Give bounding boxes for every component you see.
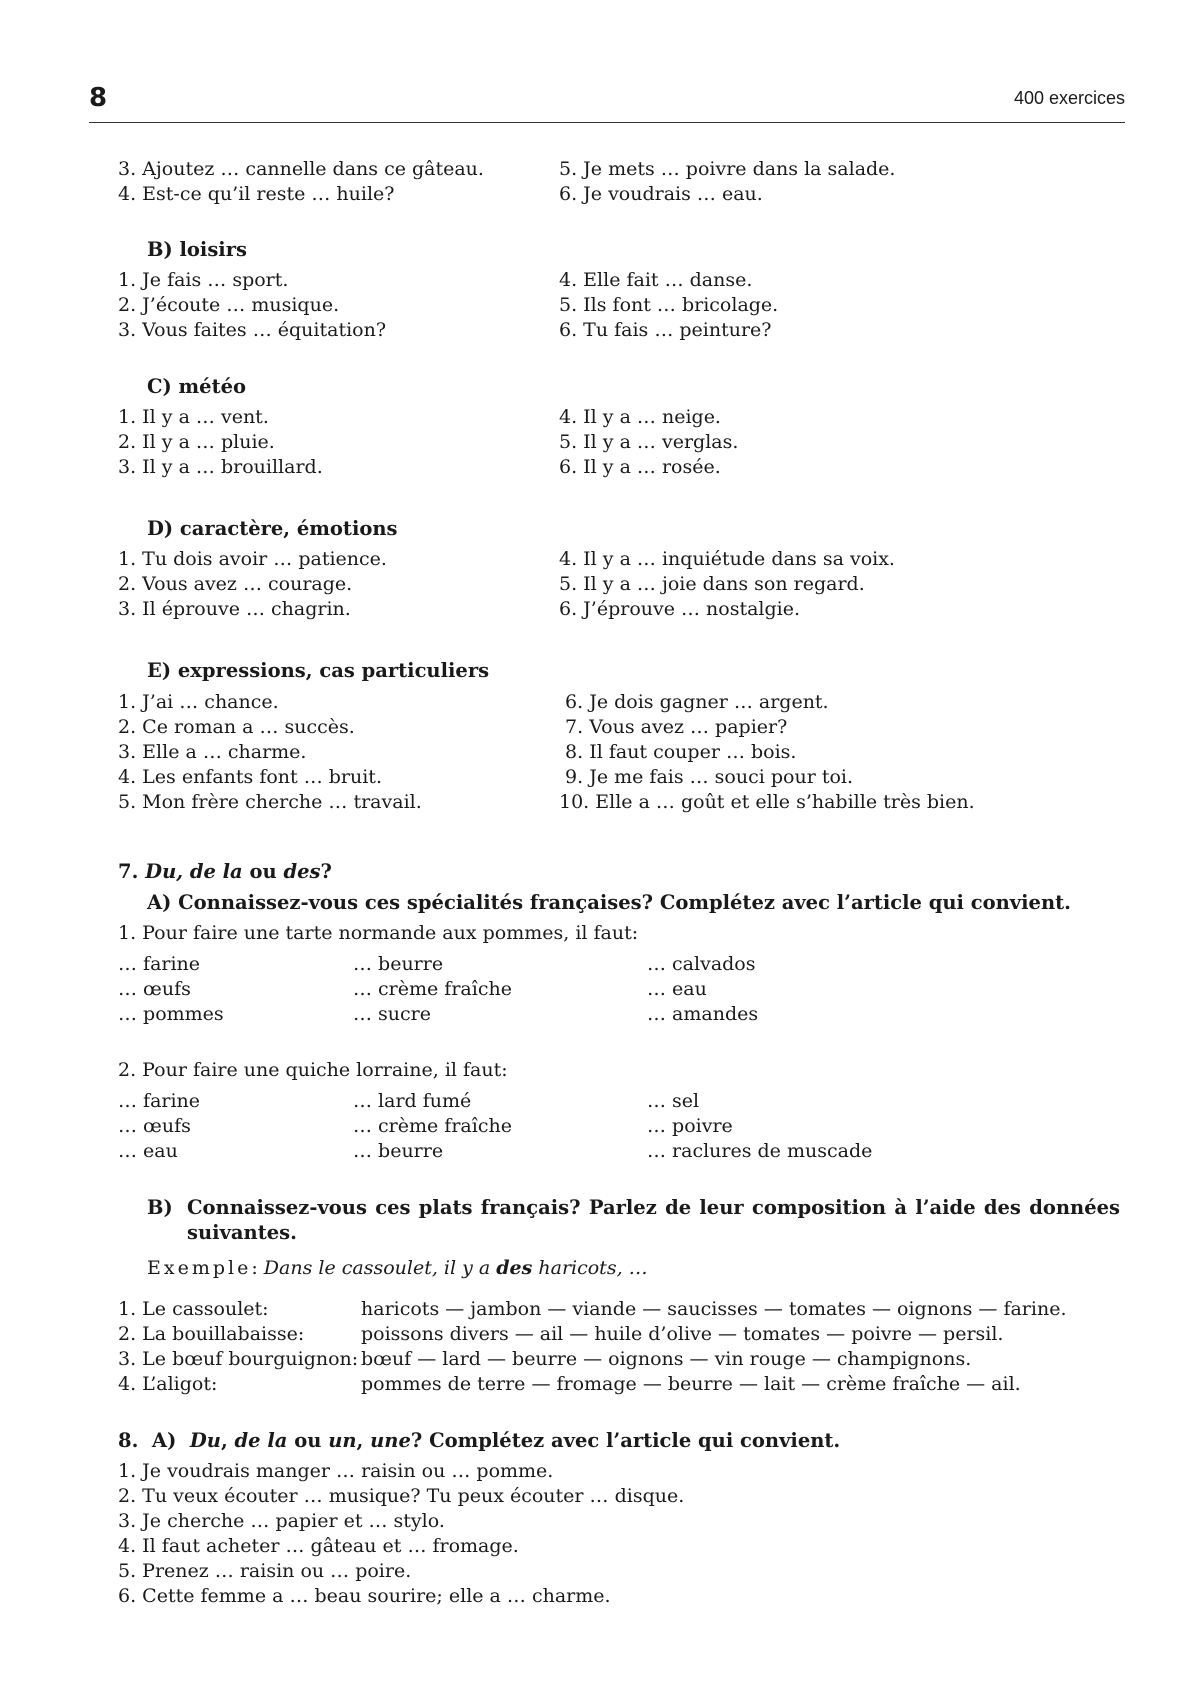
ingredient: … eau bbox=[647, 978, 707, 1000]
list-item: 4. Il y a … neige. bbox=[559, 406, 721, 428]
title-part: ? Complétez avec l’article qui convient. bbox=[410, 1429, 841, 1452]
list-item: 1. Il y a … vent. bbox=[118, 406, 269, 428]
list-item: 5. Il y a … verglas. bbox=[559, 431, 739, 453]
ingredient: … lard fumé bbox=[353, 1090, 472, 1112]
title-part: , bbox=[220, 1429, 235, 1452]
ingredient: … crème fraîche bbox=[353, 978, 512, 1000]
list-item: 5. Ils font … bricolage. bbox=[559, 294, 779, 316]
list-item: 2. Il y a … pluie. bbox=[118, 431, 275, 453]
exercise-7b-label: B) bbox=[147, 1196, 173, 1219]
list-item: 3. Je cherche … papier et … stylo. bbox=[118, 1510, 445, 1532]
ingredient: … poivre bbox=[647, 1115, 733, 1137]
list-item: 6. Tu fais … peinture? bbox=[559, 319, 772, 341]
exercise-8-title bbox=[118, 1428, 840, 1453]
exercise-7-title bbox=[118, 859, 332, 884]
list-item: 6. Je voudrais … eau. bbox=[559, 183, 763, 205]
question-1: 1. Pour faire une tarte normande aux pommes, il faut: bbox=[118, 922, 639, 944]
dish-ingredients: poissons divers — ail — huile d’olive — tomates — poivre — persil. bbox=[361, 1323, 1004, 1345]
section-heading-meteo: C) météo bbox=[147, 375, 246, 398]
list-item: 3. Il y a … brouillard. bbox=[118, 456, 323, 478]
dish-row bbox=[118, 1297, 1066, 1322]
list-item: 6. Cette femme a … beau sourire; elle a … charme. bbox=[118, 1585, 611, 1607]
list-item: 3. Elle a … charme. bbox=[118, 741, 307, 763]
dish-name: 3. Le bœuf bourguignon: bbox=[118, 1348, 359, 1370]
list-item: 5. Je mets … poivre dans la salade. bbox=[559, 158, 896, 180]
ingredient: … amandes bbox=[647, 1003, 759, 1025]
list-item: 8. Il faut couper … bois. bbox=[559, 741, 797, 763]
title-part: ou bbox=[242, 860, 284, 883]
example-text-bold: des bbox=[496, 1257, 533, 1279]
dish-ingredients: haricots — jambon — viande — saucisses — tomates — oignons — farine. bbox=[361, 1298, 1067, 1320]
ingredient: … crème fraîche bbox=[353, 1115, 512, 1137]
list-item: 2. Tu veux écouter … musique? Tu peux écouter … disque. bbox=[118, 1485, 685, 1507]
exercise-7b-instruction: Connaissez-vous ces plats français? Parlez de leur composition à l’aide des données suivantes. bbox=[187, 1196, 1120, 1244]
ingredient: … œufs bbox=[118, 1115, 191, 1137]
example-line bbox=[147, 1256, 648, 1281]
ingredient: … sucre bbox=[353, 1003, 431, 1025]
list-item: 2. Vous avez … courage. bbox=[118, 573, 353, 595]
example-text: Dans le cassoulet, il y a bbox=[263, 1257, 497, 1279]
list-item: 4. Les enfants font … bruit. bbox=[118, 766, 382, 788]
list-item: 6. Il y a … rosée. bbox=[559, 456, 721, 478]
ingredient: … sel bbox=[647, 1090, 700, 1112]
title-part: ou bbox=[287, 1429, 329, 1452]
list-item: 10. Elle a … goût et elle s’habille très bien. bbox=[559, 791, 975, 813]
title-part: un bbox=[328, 1429, 357, 1452]
list-item: 5. Prenez … raisin ou … poire. bbox=[118, 1560, 412, 1582]
list-item: 2. J’écoute … musique. bbox=[118, 294, 340, 316]
ingredient: … œufs bbox=[118, 978, 191, 1000]
title-part: des bbox=[283, 860, 321, 883]
list-item: 4. Est-ce qu’il reste … huile? bbox=[118, 183, 395, 205]
ingredient: … eau bbox=[118, 1140, 178, 1162]
list-item: 1. J’ai … chance. bbox=[118, 691, 279, 713]
ingredient: … pommes bbox=[118, 1003, 224, 1025]
page-header bbox=[89, 82, 1125, 123]
list-item: 1. Je voudrais manger … raisin ou … pomme. bbox=[118, 1460, 554, 1482]
list-item: 2. Ce roman a … succès. bbox=[118, 716, 355, 738]
list-item: 3. Vous faites … équitation? bbox=[118, 319, 387, 341]
dish-name: 1. Le cassoulet: bbox=[118, 1298, 269, 1320]
list-item: 3. Ajoutez … cannelle dans ce gâteau. bbox=[118, 158, 484, 180]
exercise-number: 7. bbox=[118, 860, 146, 883]
list-item: 7. Vous avez … papier? bbox=[559, 716, 788, 738]
ingredient: … beurre bbox=[353, 953, 444, 975]
question-2: 2. Pour faire une quiche lorraine, il faut: bbox=[118, 1059, 508, 1081]
list-item: 4. Il faut acheter … gâteau et … fromage. bbox=[118, 1535, 519, 1557]
section-heading-expressions: E) expressions, cas particuliers bbox=[147, 659, 490, 682]
list-item: 3. Il éprouve … chagrin. bbox=[118, 598, 351, 620]
list-item: 1. Tu dois avoir … patience. bbox=[118, 548, 387, 570]
exercise-7a-instruction: A) Connaissez-vous ces spécialités françaises? Complétez avec l’article qui convient. bbox=[147, 891, 1071, 914]
dish-name: 4. L’aligot: bbox=[118, 1373, 218, 1395]
ingredient: … farine bbox=[118, 953, 201, 975]
list-item: 6. Je dois gagner … argent. bbox=[559, 691, 829, 713]
title-part: de la bbox=[234, 1429, 288, 1452]
dish-name: 2. La bouillabaisse: bbox=[118, 1323, 305, 1345]
dish-row bbox=[118, 1322, 1003, 1347]
list-item: 1. Je fais … sport. bbox=[118, 269, 289, 291]
list-item: 5. Il y a … joie dans son regard. bbox=[559, 573, 865, 595]
list-item: 4. Il y a … inquiétude dans sa voix. bbox=[559, 548, 895, 570]
dish-ingredients: pommes de terre — fromage — beurre — lait — crème fraîche — ail. bbox=[361, 1373, 1021, 1395]
list-item: 5. Mon frère cherche … travail. bbox=[118, 791, 422, 813]
title-part: une bbox=[370, 1429, 411, 1452]
dish-row bbox=[118, 1372, 1021, 1397]
title-part: Du bbox=[189, 1429, 221, 1452]
title-part: Du, de la bbox=[145, 860, 243, 883]
section-heading-caractere: D) caractère, émotions bbox=[147, 517, 398, 540]
example-colon: : bbox=[251, 1257, 264, 1279]
page-number: 8 bbox=[89, 83, 108, 113]
ingredient: … raclures de muscade bbox=[647, 1140, 873, 1162]
title-part: , bbox=[356, 1429, 371, 1452]
exercise-number: 8. A) bbox=[118, 1429, 190, 1452]
dish-row bbox=[118, 1347, 971, 1372]
ingredient: … beurre bbox=[353, 1140, 444, 1162]
list-item: 9. Je me fais … souci pour toi. bbox=[559, 766, 854, 788]
book-title: 400 exercices bbox=[1013, 88, 1125, 108]
list-item: 4. Elle fait … danse. bbox=[559, 269, 753, 291]
example-text: haricots, … bbox=[532, 1257, 648, 1279]
ingredient: … calvados bbox=[647, 953, 756, 975]
ingredient: … farine bbox=[118, 1090, 201, 1112]
list-item: 6. J’éprouve … nostalgie. bbox=[559, 598, 801, 620]
title-part: ? bbox=[320, 860, 332, 883]
example-label: Exemple bbox=[147, 1257, 252, 1279]
section-heading-loisirs: B) loisirs bbox=[147, 238, 247, 261]
dish-ingredients: bœuf — lard — beurre — oignons — vin rouge — champignons. bbox=[361, 1348, 972, 1370]
